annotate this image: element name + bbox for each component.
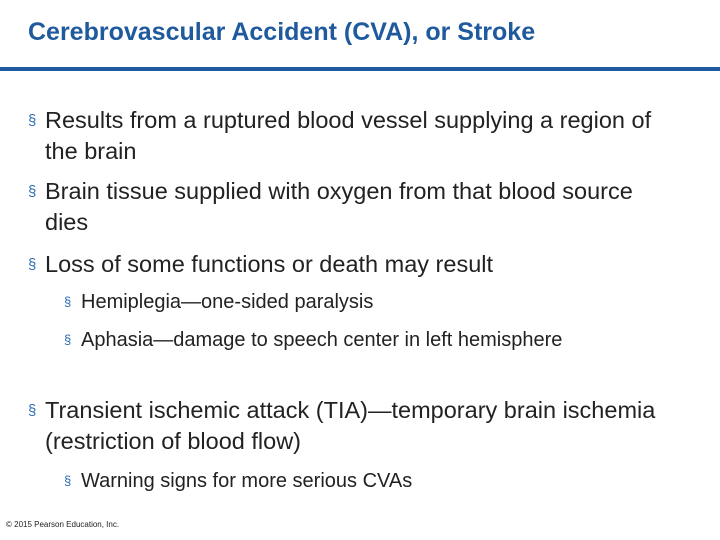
- bullet-item: [28, 249, 668, 280]
- sub-bullet-item: [64, 466, 624, 496]
- bullet-text: Brain tissue supplied with oxygen from that blood source dies: [45, 178, 633, 235]
- bullet-marker-icon: §: [28, 112, 37, 129]
- bullet-text: Warning signs for more serious CVAs: [81, 470, 413, 492]
- bullet-text: Loss of some functions or death may result: [45, 251, 494, 277]
- bullet-text: Results from a ruptured blood vessel supplying a region of the brain: [45, 107, 652, 164]
- sub-bullet-item: [64, 287, 624, 317]
- slide-title: Cerebrovascular Accident (CVA), or Stroke: [28, 18, 536, 46]
- bullet-marker-icon: §: [64, 473, 72, 488]
- bullet-text: Hemiplegia—one-sided paralysis: [81, 291, 374, 313]
- bullet-marker-icon: §: [28, 183, 37, 200]
- title-divider: [0, 67, 720, 71]
- bullet-item: [28, 176, 668, 238]
- bullet-marker-icon: §: [64, 332, 72, 347]
- bullet-item: [28, 105, 668, 167]
- sub-bullet-item: [64, 325, 624, 355]
- copyright-notice: © 2015 Pearson Education, Inc.: [6, 520, 120, 529]
- bullet-item: [28, 395, 668, 457]
- bullet-marker-icon: §: [28, 402, 37, 419]
- bullet-marker-icon: §: [64, 294, 72, 309]
- bullet-marker-icon: §: [28, 256, 37, 273]
- bullet-text: Aphasia—damage to speech center in left hemisphere: [81, 329, 563, 351]
- bullet-text: Transient ischemic attack (TIA)—temporary brain ischemia (restriction of blood flow): [45, 397, 656, 454]
